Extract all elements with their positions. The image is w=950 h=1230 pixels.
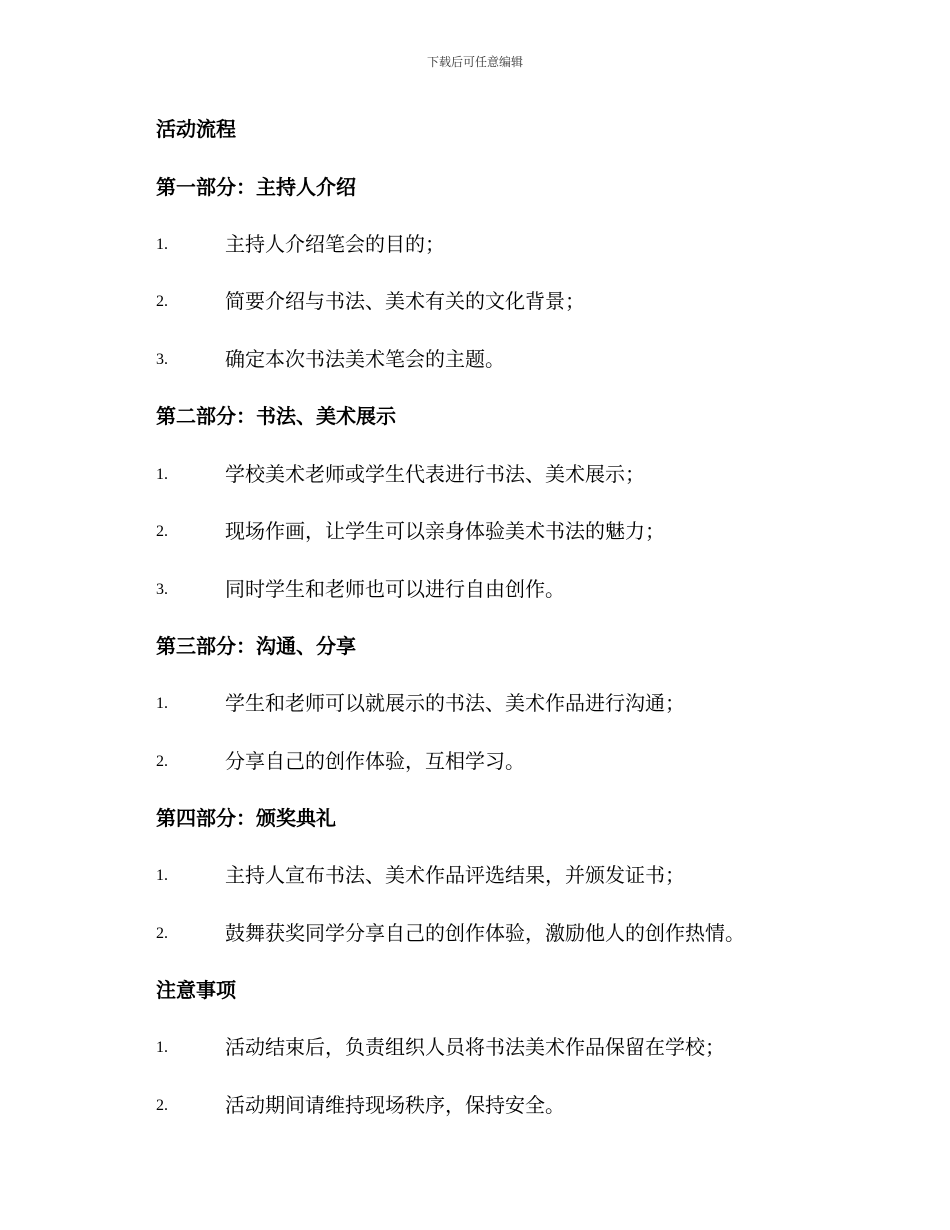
- list-item-text: 鼓舞获奖同学分享自己的创作体验，激励他人的创作热情。: [225, 921, 745, 945]
- list-item-number: 1.: [156, 466, 168, 483]
- section-heading-3: 第三部分：沟通、分享: [156, 634, 356, 658]
- list-item-text: 活动期间请维持现场秩序，保持安全。: [225, 1093, 565, 1117]
- list-item-number: 2.: [156, 925, 168, 942]
- section-heading-4: 第四部分：颁奖典礼: [156, 806, 336, 830]
- list-item-number: 1.: [156, 1039, 168, 1056]
- section-heading-notes: 注意事项: [156, 978, 236, 1002]
- list-item-number: 1.: [156, 867, 168, 884]
- list-item-number: 2.: [156, 753, 168, 770]
- list-item-number: 2.: [156, 523, 168, 540]
- list-item-text: 活动结束后，负责组织人员将书法美术作品保留在学校；: [225, 1035, 725, 1059]
- list-item-number: 3.: [156, 581, 168, 598]
- list-item-number: 2.: [156, 1097, 168, 1114]
- list-item-text: 简要介绍与书法、美术有关的文化背景；: [225, 289, 585, 313]
- list-item-text: 分享自己的创作体验，互相学习。: [225, 749, 525, 773]
- list-item-number: 3.: [156, 351, 168, 368]
- list-item-number: 1.: [156, 236, 168, 253]
- list-item-text: 同时学生和老师也可以进行自由创作。: [225, 577, 565, 601]
- section-heading-1: 第一部分：主持人介绍: [156, 175, 356, 199]
- list-item-text: 主持人宣布书法、美术作品评选结果，并颁发证书；: [225, 863, 685, 887]
- list-item-text: 主持人介绍笔会的目的；: [225, 232, 445, 256]
- page-header: 下载后可任意编辑: [426, 55, 523, 69]
- list-item-text: 确定本次书法美术笔会的主题。: [225, 347, 505, 371]
- list-item-text: 学校美术老师或学生代表进行书法、美术展示；: [225, 462, 645, 486]
- list-item-text: 现场作画，让学生可以亲身体验美术书法的魅力；: [225, 519, 665, 543]
- document-title: 活动流程: [156, 117, 236, 141]
- list-item-text: 学生和老师可以就展示的书法、美术作品进行沟通；: [225, 691, 685, 715]
- section-heading-2: 第二部分：书法、美术展示: [156, 404, 396, 428]
- list-item-number: 1.: [156, 695, 168, 712]
- list-item-number: 2.: [156, 293, 168, 310]
